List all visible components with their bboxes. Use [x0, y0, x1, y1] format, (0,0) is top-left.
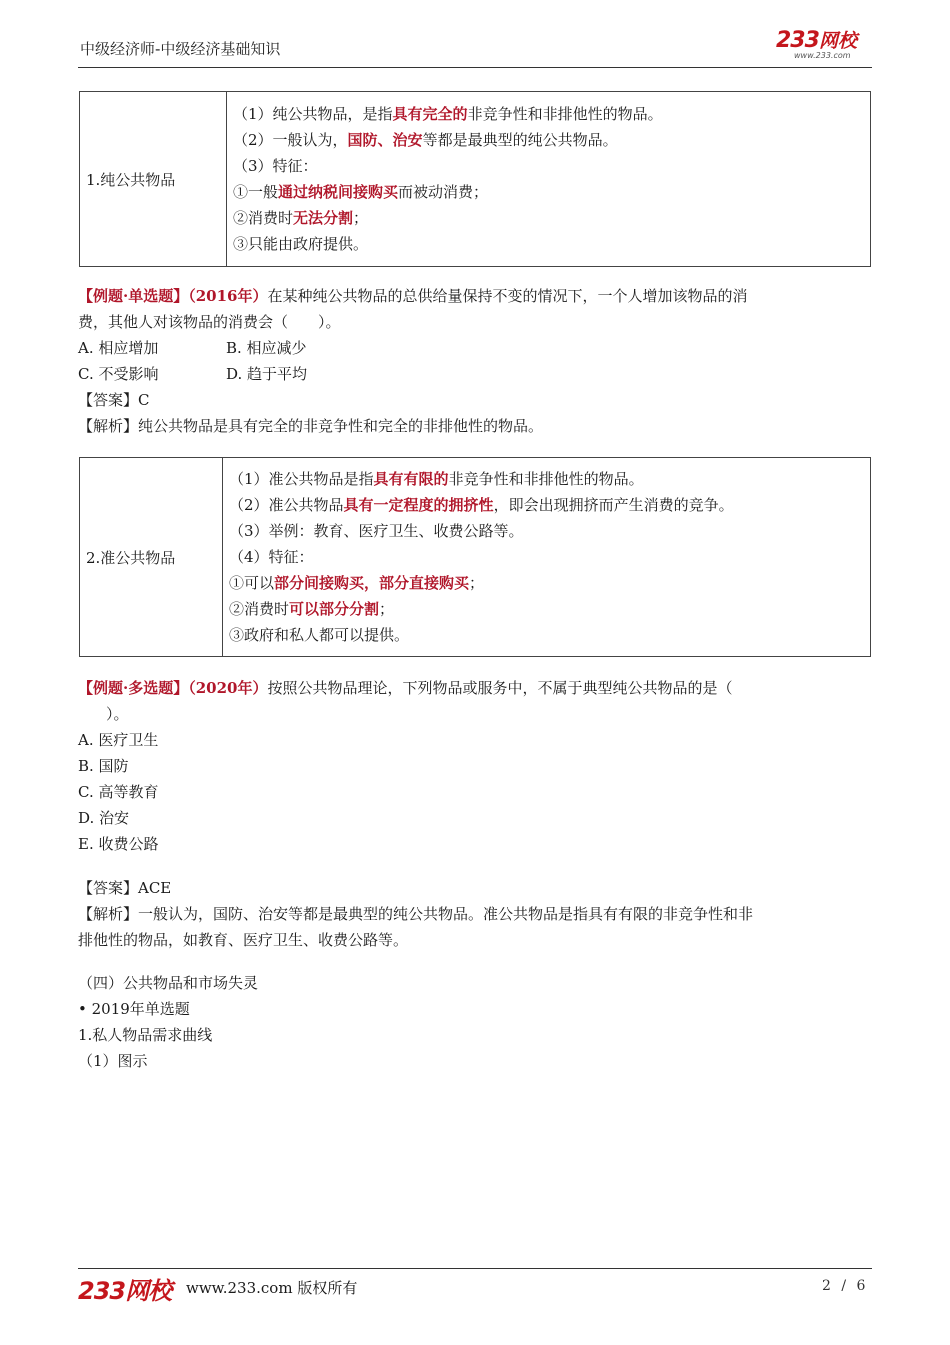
footer-copyright: www.233.com 版权所有 — [186, 1279, 358, 1297]
footer-divider — [78, 1268, 872, 1269]
q1-analysis: 【解析】纯公共物品是具有完全的非竞争性和完全的非排他性的物品。 — [78, 417, 544, 435]
table1-text: 而被动消费； — [398, 183, 489, 201]
table1-text: 非竞争性和非排他性的物品。 — [467, 105, 663, 123]
table2-row — [229, 518, 864, 544]
table1-highlight-text: 具有完全的 — [392, 105, 468, 123]
q2-analysis-line2: 排他性的物品，如教育、医疗卫生、收费公路等。 — [78, 931, 409, 949]
table2-text: ，即会出现拥挤而产生消费的竞争。 — [493, 496, 734, 514]
table1-text: （3）特征： — [233, 157, 318, 175]
q2-option-d: D. 治安 — [78, 809, 130, 827]
q1-year: （2016年） — [188, 287, 268, 305]
table1-text: 等都是最典型的纯公共物品。 — [422, 131, 618, 149]
table2-row — [229, 596, 864, 622]
q2-option-b: B. 国防 — [78, 757, 129, 775]
table2-text: （3）举例：教育、医疗卫生、收费公路等。 — [229, 522, 524, 540]
section-subheading: 1.私人物品需求曲线 — [78, 1026, 213, 1044]
table2-text: ； — [469, 574, 485, 592]
table1-text: ； — [353, 209, 369, 227]
table1-label: 1.纯公共物品 — [80, 92, 227, 267]
q2-stem-line2: ）。 — [106, 705, 129, 723]
header-divider — [78, 67, 872, 68]
section-item: （1）图示 — [78, 1052, 148, 1070]
table2-text: （1）准公共物品是指 — [229, 470, 374, 488]
table2-row — [229, 466, 864, 492]
q2-year: （2020年） — [188, 679, 268, 697]
table2-highlight-text: 具有有限的 — [373, 470, 449, 488]
table2-highlight-text: 部分间接购买，部分直接购买 — [274, 574, 470, 592]
table2-rows — [229, 466, 864, 648]
q1-option-a: A. 相应增加 — [78, 339, 159, 357]
table2-text: ②消费时 — [229, 600, 290, 618]
table2-text: （2）准公共物品 — [229, 496, 344, 514]
table1-row — [233, 231, 864, 257]
table2-content — [223, 458, 871, 657]
table2-text: （4）特征： — [229, 548, 314, 566]
q1-option-d: D. 趋于平均 — [226, 365, 308, 383]
table1-rows — [233, 101, 864, 257]
q2-analysis-line1: 【解析】一般认为，国防、治安等都是最典型的纯公共物品。准公共物品是指具有有限的非竞争性和非 — [78, 905, 754, 923]
table2-text: ①可以 — [229, 574, 275, 592]
q1-option-b: B. 相应减少 — [226, 339, 307, 357]
q2-stem: 按照公共物品理论，下列物品或服务中，不属于典型纯公共物品的是（ — [267, 679, 733, 697]
q2-answer: 【答案】ACE — [78, 879, 172, 897]
table1-highlight-text: 无法分割 — [293, 209, 354, 227]
table2-row — [229, 544, 864, 570]
section-heading: （四）公共物品和市场失灵 — [78, 974, 259, 992]
table2-text: ； — [379, 600, 395, 618]
q1-option-c: C. 不受影响 — [78, 365, 159, 383]
table1-row — [233, 205, 864, 231]
logo-text: 网校 — [818, 30, 857, 52]
table2-highlight-text: 可以部分分割 — [289, 600, 380, 618]
table1-text: （1）纯公共物品，是指 — [233, 105, 393, 123]
table1-highlight-text: 通过纳税间接购买 — [278, 183, 399, 201]
table1-content — [227, 92, 871, 267]
table2-label: 2.准公共物品 — [80, 458, 223, 657]
table1-text: ③只能由政府提供。 — [233, 235, 369, 253]
footer-logo: 233网校 — [78, 1277, 172, 1305]
q2-tag: 【例题·多选题】 — [78, 679, 189, 697]
section-bullet: • 2019年单选题 — [78, 1000, 190, 1018]
q1-stem-line2: 费，其他人对该物品的消费会（ ）。 — [78, 313, 341, 331]
table2-text: ③政府和私人都可以提供。 — [229, 626, 410, 644]
table2-row — [229, 622, 864, 648]
q1-stem: 在某种纯公共物品的总供给量保持不变的情况下，一个人增加该物品的消 — [267, 287, 748, 305]
q2-option-a: A. 医疗卫生 — [78, 731, 159, 749]
q1-stem-line1 — [78, 283, 748, 309]
table1-text: ②消费时 — [233, 209, 294, 227]
page-number: 2 / 6 — [822, 1278, 869, 1294]
table2-row — [229, 492, 864, 518]
quasi-public-goods-table — [79, 457, 871, 657]
table1-text: ①一般 — [233, 183, 279, 201]
table1-row — [233, 101, 864, 127]
table2-row — [229, 570, 864, 596]
q2-stem-line1 — [78, 675, 733, 701]
document-header-title: 中级经济师-中级经济基础知识 — [80, 40, 281, 58]
table1-row — [233, 127, 864, 153]
q1-answer: 【答案】C — [78, 391, 150, 409]
table1-row — [233, 153, 864, 179]
table1-text: （2）一般认为， — [233, 131, 348, 149]
pure-public-goods-table — [79, 91, 871, 267]
q2-option-e: E. 收费公路 — [78, 835, 159, 853]
logo-number: 233 — [776, 28, 819, 53]
q1-tag: 【例题·单选题】 — [78, 287, 189, 305]
table1-row — [233, 179, 864, 205]
brand-logo — [776, 26, 872, 62]
table2-text: 非竞争性和非排他性的物品。 — [448, 470, 644, 488]
logo-url: www.233.com — [794, 51, 851, 60]
table2-highlight-text: 具有一定程度的拥挤性 — [343, 496, 494, 514]
q2-option-c: C. 高等教育 — [78, 783, 159, 801]
table1-highlight-text: 国防、治安 — [347, 131, 423, 149]
